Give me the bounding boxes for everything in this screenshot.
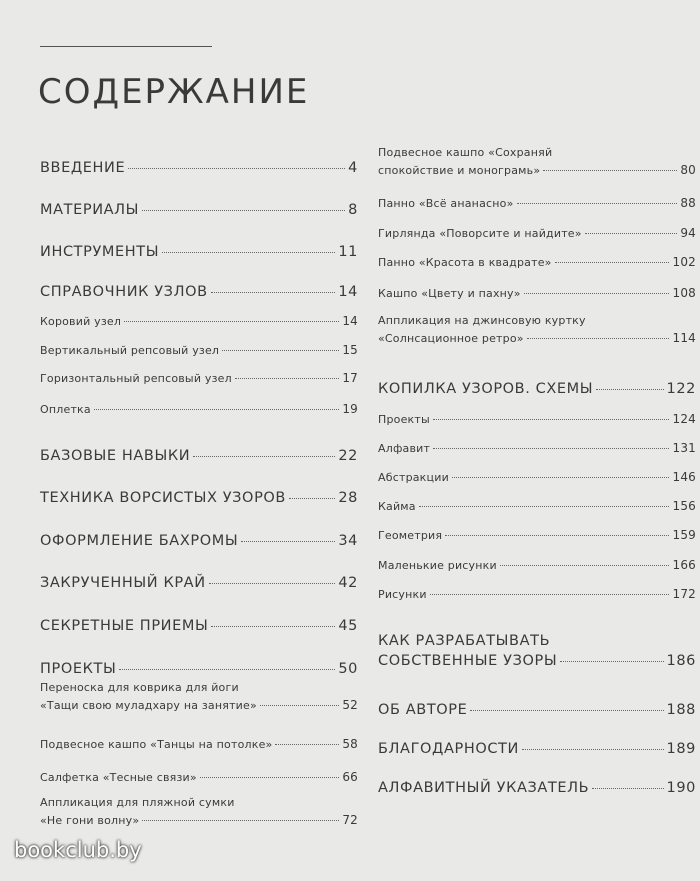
dot-leader	[142, 820, 339, 821]
dot-leader	[193, 456, 335, 457]
dot-leader	[452, 477, 670, 478]
toc-entry[interactable]	[40, 575, 358, 591]
toc-entry-title: Подвесное кашпо «Танцы на потолке»	[40, 738, 273, 751]
toc-page-number: 80	[680, 163, 696, 177]
dot-leader	[222, 350, 339, 351]
toc-page-number: 188	[666, 702, 696, 718]
toc-page-number: 14	[342, 314, 358, 328]
dot-leader	[470, 710, 663, 711]
dot-leader	[585, 233, 678, 234]
toc-page-number: 88	[680, 196, 696, 210]
toc-entry-title: Маленькие рисунки	[378, 559, 497, 572]
toc-entry[interactable]	[40, 490, 358, 506]
toc-entry-title: КОПИЛКА УЗОРОВ. СХЕМЫ	[378, 381, 594, 397]
toc-page-number: 34	[338, 533, 358, 549]
toc-entry[interactable]	[378, 558, 696, 572]
toc-page-number: 72	[342, 813, 358, 827]
dot-leader	[543, 170, 677, 171]
toc-page-number: 108	[672, 286, 696, 300]
toc-entry[interactable]	[40, 244, 358, 260]
toc-page-number: 19	[342, 402, 358, 416]
toc-page-number: 166	[672, 558, 696, 572]
toc-entry-title: ИНСТРУМЕНТЫ	[40, 244, 160, 260]
toc-page-number: 66	[342, 770, 358, 784]
toc-entry-title: ТЕХНИКА ВОРСИСТЫХ УЗОРОВ	[40, 490, 286, 506]
toc-entry-title: БАЗОВЫЕ НАВЫКИ	[40, 448, 191, 464]
toc-page-number: 14	[338, 284, 358, 300]
top-divider	[40, 46, 212, 47]
toc-entry[interactable]	[40, 661, 358, 677]
toc-page-number: 58	[342, 737, 358, 751]
toc-entry-title: СПРАВОЧНИК УЗЛОВ	[40, 284, 208, 300]
toc-entry-title: спокойствие и монограмь»	[378, 164, 541, 177]
toc-entry-title: ПРОЕКТЫ	[40, 661, 117, 677]
toc-entry-title: Рисунки	[378, 588, 427, 601]
toc-entry-title: Горизонтальный репсовый узел	[40, 372, 232, 385]
toc-entry-title: Оплетка	[40, 403, 91, 416]
toc-entry[interactable]	[40, 314, 358, 328]
toc-entry[interactable]	[378, 633, 696, 669]
dot-leader	[433, 419, 670, 420]
watermark-text: bookclub.by	[14, 838, 142, 862]
toc-page-number: 52	[342, 698, 358, 712]
toc-page-number: 122	[666, 381, 696, 397]
toc-entry[interactable]	[40, 737, 358, 751]
toc-entry-title: Абстракции	[378, 471, 449, 484]
toc-entry-title: БЛАГОДАРНОСТИ	[378, 741, 519, 757]
dot-leader	[289, 498, 335, 499]
dot-leader	[209, 583, 336, 584]
toc-entry[interactable]	[40, 448, 358, 464]
dot-leader	[142, 210, 345, 211]
toc-entry-title: Геометрия	[378, 529, 443, 542]
toc-entry[interactable]	[378, 499, 696, 513]
toc-entry-title: Кайма	[378, 500, 416, 513]
toc-entry-title-line1: Переноска для коврика для йоги	[40, 681, 239, 694]
toc-entry-title: Панно «Всё ананасно»	[378, 197, 514, 210]
toc-entry-title: ОФОРМЛЕНИЕ БАХРОМЫ	[40, 533, 239, 549]
toc-entry[interactable]	[378, 412, 696, 426]
toc-page-number: 17	[342, 371, 358, 385]
toc-entry[interactable]	[378, 146, 696, 177]
toc-entry-title: Салфетка «Тесные связи»	[40, 771, 197, 784]
toc-entry[interactable]	[378, 286, 696, 300]
toc-entry[interactable]	[378, 255, 696, 269]
dot-leader	[517, 203, 678, 204]
toc-page-number: 28	[338, 490, 358, 506]
toc-entry[interactable]	[40, 402, 358, 416]
toc-page-number: 124	[672, 412, 696, 426]
dot-leader	[430, 594, 670, 595]
toc-entry[interactable]	[378, 314, 696, 345]
toc-entry[interactable]	[40, 618, 358, 634]
toc-entry[interactable]	[40, 160, 358, 176]
toc-page-number: 131	[672, 441, 696, 455]
dot-leader	[124, 321, 339, 322]
dot-leader	[500, 565, 670, 566]
toc-page-number: 159	[672, 528, 696, 542]
toc-entry[interactable]	[378, 226, 696, 240]
toc-page-number: 190	[666, 780, 696, 796]
dot-leader	[200, 777, 340, 778]
toc-page-number: 15	[342, 343, 358, 357]
dot-leader	[94, 409, 339, 410]
toc-page-number: 11	[338, 244, 358, 260]
toc-page-number: 22	[338, 448, 358, 464]
toc-entry-title: «Тащи свою муладхару на занятие»	[40, 699, 257, 712]
dot-leader	[560, 661, 663, 662]
dot-leader	[119, 669, 335, 670]
toc-entry[interactable]	[378, 702, 696, 718]
page-title: СОДЕРЖАНИЕ	[38, 72, 310, 112]
toc-entry[interactable]	[40, 284, 358, 300]
toc-page-number: 4	[348, 160, 358, 176]
toc-page-number: 186	[666, 653, 696, 669]
toc-page-number: 102	[672, 255, 696, 269]
dot-leader	[527, 338, 670, 339]
dot-leader	[596, 389, 663, 390]
toc-entry-title-line1: Подвесное кашпо «Сохраняй	[378, 146, 553, 159]
toc-entry-title: Кашпо «Цвету и пахну»	[378, 287, 521, 300]
dot-leader	[419, 506, 670, 507]
toc-entry-title: «Не гони волну»	[40, 814, 140, 827]
dot-leader	[235, 378, 340, 379]
toc-entry-title: ВВЕДЕНИЕ	[40, 160, 126, 176]
toc-entry-title: СОБСТВЕННЫЕ УЗОРЫ	[378, 653, 558, 669]
toc-entry[interactable]	[378, 381, 696, 397]
toc-entry-title: АЛФАВИТНЫЙ УКАЗАТЕЛЬ	[378, 780, 590, 796]
dot-leader	[211, 626, 335, 627]
toc-entry-title: ЗАКРУЧЕННЫЙ КРАЙ	[40, 575, 206, 591]
toc-page-number: 146	[672, 470, 696, 484]
toc-entry[interactable]	[40, 371, 358, 385]
toc-page-number: 189	[666, 741, 696, 757]
toc-entry-title: СЕКРЕТНЫЕ ПРИЕМЫ	[40, 618, 209, 634]
toc-page-number: 50	[338, 661, 358, 677]
toc-entry[interactable]	[378, 528, 696, 542]
toc-page-number: 156	[672, 499, 696, 513]
toc-entry-title-line1: Аппликация для пляжной сумки	[40, 796, 235, 809]
toc-entry[interactable]	[40, 681, 358, 712]
toc-page-number: 94	[680, 226, 696, 240]
toc-entry[interactable]	[378, 470, 696, 484]
toc-entry[interactable]	[40, 343, 358, 357]
toc-page-number: 45	[338, 618, 358, 634]
dot-leader	[241, 541, 335, 542]
toc-entry-title: МАТЕРИАЛЫ	[40, 202, 140, 218]
toc-page-number: 42	[338, 575, 358, 591]
toc-entry[interactable]	[40, 796, 358, 827]
dot-leader	[275, 744, 339, 745]
dot-leader	[260, 705, 339, 706]
toc-entry-title: «Солнсационное ретро»	[378, 332, 524, 345]
toc-entry[interactable]	[40, 533, 358, 549]
toc-page-number: 114	[672, 331, 696, 345]
toc-entry[interactable]	[40, 770, 358, 784]
toc-entry-title: Проекты	[378, 413, 430, 426]
dot-leader	[524, 293, 670, 294]
toc-entry[interactable]	[378, 441, 696, 455]
toc-entry-title-line1: КАК РАЗРАБАТЫВАТЬ	[378, 633, 551, 649]
dot-leader	[162, 252, 335, 253]
toc-entry[interactable]	[378, 196, 696, 210]
dot-leader	[433, 448, 669, 449]
toc-entry-title-line1: Аппликация на джинсовую куртку	[378, 314, 586, 327]
dot-leader	[522, 749, 664, 750]
dot-leader	[555, 262, 670, 263]
dot-leader	[211, 292, 336, 293]
toc-entry[interactable]	[40, 202, 358, 218]
toc-entry-title: Гирлянда «Поворсите и найдите»	[378, 227, 582, 240]
toc-page-number: 8	[348, 202, 358, 218]
toc-entry-title: ОБ АВТОРЕ	[378, 702, 468, 718]
toc-entry-title: Коровий узел	[40, 315, 122, 328]
toc-entry-title: Алфавит	[378, 442, 431, 455]
toc-entry-title: Панно «Красота в квадрате»	[378, 256, 552, 269]
toc-entry[interactable]	[378, 780, 696, 796]
toc-page-number: 172	[672, 587, 696, 601]
toc-entry-title: Вертикальный репсовый узел	[40, 344, 220, 357]
toc-entry[interactable]	[378, 587, 696, 601]
dot-leader	[445, 535, 669, 536]
toc-entry[interactable]	[378, 741, 696, 757]
dot-leader	[592, 788, 663, 789]
dot-leader	[128, 168, 345, 169]
